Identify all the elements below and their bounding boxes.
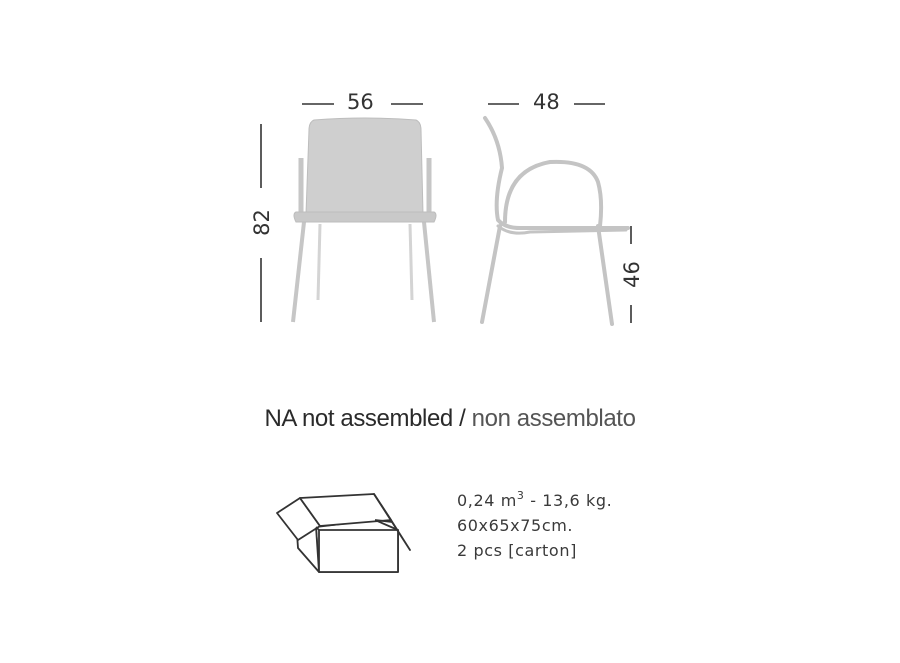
caption-italian: non assemblato [471, 405, 636, 432]
volume-exponent: 3 [516, 489, 525, 502]
height-label: 82 [249, 209, 274, 236]
open-box-icon [277, 494, 410, 572]
chair-side-icon [482, 118, 628, 324]
box-size-line: 60x65x75cm. [457, 516, 574, 535]
chair-front-icon [293, 118, 436, 322]
assembly-caption [0, 405, 900, 433]
weight-value: - 13,6 kg. [524, 491, 613, 510]
seat-height-label: 46 [619, 261, 644, 288]
volume-weight-line [457, 488, 612, 513]
pieces-line: 2 pcs [carton] [457, 541, 577, 560]
depth-label: 48 [533, 90, 560, 114]
caption-code: NA not assembled / [264, 405, 466, 432]
width-label: 56 [347, 90, 374, 114]
packaging-info [457, 488, 612, 563]
volume-value: 0,24 m [457, 491, 517, 510]
